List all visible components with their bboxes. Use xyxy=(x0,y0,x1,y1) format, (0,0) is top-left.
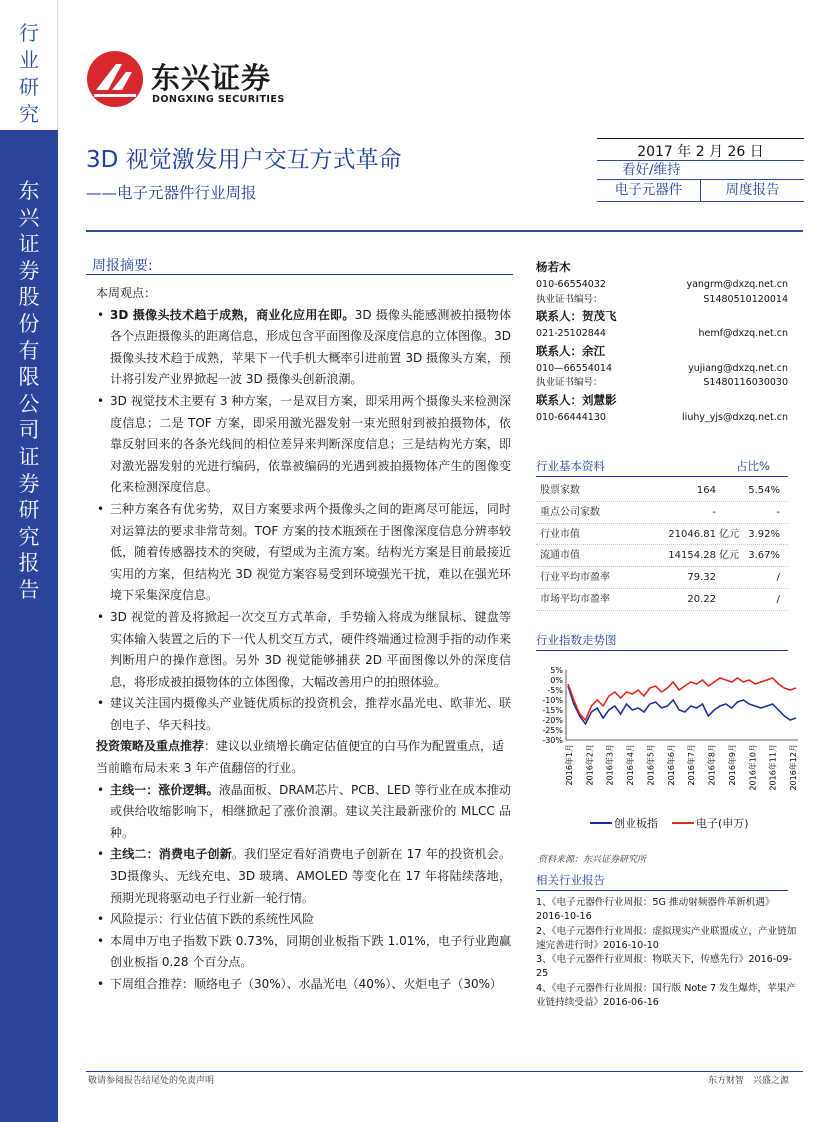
analyst-phone: 021-25102844 xyxy=(536,328,606,339)
cell-share: - xyxy=(776,506,780,518)
industry-table-row xyxy=(536,502,788,524)
x-tick-label: 2016年9月 xyxy=(727,744,737,786)
industry-table-row xyxy=(536,545,788,567)
logo-en: DONGXING SECURITIES xyxy=(152,94,285,105)
industry-table-row xyxy=(536,567,788,589)
cell-share: / xyxy=(776,572,780,584)
cell-value: 20.22 xyxy=(687,593,716,605)
summary-bullet: • 建议关注国内摄像头产业链优质标的投资机会，推荐水晶光电、欧菲光、联创电子、华天科技。 xyxy=(96,693,511,736)
cert-number: S1480116030030 xyxy=(703,377,788,388)
x-tick-label: 2016年11月 xyxy=(768,744,778,791)
sidebar-institute xyxy=(0,130,58,1122)
analyst-name: 杨若木 xyxy=(536,260,571,274)
header-divider xyxy=(86,230,803,232)
report-type-tag: 周度报告 xyxy=(725,182,780,198)
rating: 看好/维持 xyxy=(597,160,804,180)
x-tick-label: 2016年7月 xyxy=(687,744,697,786)
report-subtitle: ——电子元器件行业周报 xyxy=(86,184,257,202)
industry-tag: 电子元器件 xyxy=(597,180,701,201)
x-tick-label: 2016年8月 xyxy=(707,744,717,786)
legend-swatch-gem xyxy=(590,822,612,824)
legend-swatch-electronics xyxy=(672,822,694,824)
analyst-phone: 010-66554032 xyxy=(536,279,606,290)
cert-number: S1480510120014 xyxy=(703,293,788,305)
analyst-email[interactable]: liuhy_yjs@dxzq.net.cn xyxy=(682,411,788,423)
x-tick-label: 2016年1月 xyxy=(565,744,574,786)
cell-unit xyxy=(716,567,744,588)
y-tick-label: -10% xyxy=(542,696,563,705)
analyst-phone: 010-66444130 xyxy=(536,411,606,423)
x-tick-label: 2016年12月 xyxy=(789,744,798,791)
strategy-paragraph: 投资策略及重点推荐：建议以业绩增长确定估值便宜的白马作为配置重点，适当前瞻布局未来 3 年产值翻倍的行业。 xyxy=(96,739,505,776)
logo-cn: 东兴证券 xyxy=(151,61,272,95)
sidebar-institute-label: 东兴证券股份有限公司证券研究报告 xyxy=(18,179,40,602)
cell-value: 164 xyxy=(696,485,716,496)
series-line-electronics xyxy=(568,678,796,720)
industry-table-divider xyxy=(536,476,788,477)
summary-heading: 周报摘要: xyxy=(92,258,153,274)
chart-heading: 行业指数走势图 xyxy=(536,633,617,647)
related-item[interactable]: 1、《电子元器件行业周报：5G 推动射频器件革新机遇》2016-10-16 xyxy=(536,897,775,923)
footer-slogan: 东方财智 兴盛之源 xyxy=(708,1076,790,1086)
analyst-email[interactable]: hemf@dxzq.net.cn xyxy=(698,328,788,339)
cell-value: 21046.81 xyxy=(668,528,716,540)
cell-share: 3.67% xyxy=(748,550,780,562)
industry-table-row xyxy=(536,524,788,546)
legend-label-gem: 创业板指 xyxy=(614,817,658,830)
analyst-list xyxy=(536,258,788,425)
analyst-email[interactable]: yujiang@dxzq.net.cn xyxy=(688,362,788,374)
summary-body xyxy=(96,283,511,996)
report-date: 2017 年 2 月 26 日 xyxy=(597,138,804,160)
report-tags xyxy=(597,180,804,202)
y-tick-label: 5% xyxy=(550,666,563,675)
related-divider xyxy=(536,890,788,891)
chart-source: 资料来源：东兴证券研究所 xyxy=(538,855,647,865)
sidebar-category xyxy=(0,0,58,130)
cell-unit xyxy=(716,589,744,610)
cell-value: 79.32 xyxy=(687,572,716,584)
cell-value: - xyxy=(712,506,716,518)
summary-bullet: • 三种方案各有优劣势，双目方案要求两个摄像头之间的距离尽可能远，同时对运算法的要求非常苛刻。TOF 方案的技术瓶颈在于图像深度信息分辨率较低，随着传感器技术的突破，有望成为主流方案。结构光方案是目前最接近实用的方案，但结构光 3D 视觉方案容易受到环境强光干扰，难以在强光环境下采集深度信息。 xyxy=(96,499,511,607)
analyst-name: 联系人：余江 xyxy=(536,343,605,358)
y-tick-label: -15% xyxy=(542,706,563,715)
industry-table-title: 行业基本资料 xyxy=(536,459,605,473)
summary-bullet: • 3D 视觉技术主要有 3 种方案，一是双目方案，即采用两个摄像头来检测深度信息；二是 TOF 方案，即采用激光器发射一束光照射到被拍摄物体，依靠反射回来的各条光线间的相位差异来判断深度信息；三是结构光方案，即对激光器发射的光进行编码，依靠被编码的光遇到被拍摄物体产生的图像变化来检测深度信息。 xyxy=(96,391,511,499)
y-tick-label: -30% xyxy=(542,736,563,745)
analyst-email[interactable]: yangrm@dxzq.net.cn xyxy=(686,279,788,290)
cell-value: 14154.28 xyxy=(668,550,716,562)
cell-unit xyxy=(716,502,744,523)
cell-unit: 亿元 xyxy=(719,528,739,540)
summary-intro: 本周观点： xyxy=(96,286,157,300)
sidebar-category-label: 行业研究 xyxy=(19,21,39,126)
x-tick-label: 2016年3月 xyxy=(605,744,615,786)
cert-label: 执业证书编号： xyxy=(536,377,603,388)
industry-table-heading xyxy=(536,458,788,474)
summary-bullet: • 3D 摄像头技术趋于成熟，商业化应用在即。3D 摄像头能感测被拍摄物体各个点距摄像头的距离信息，形成包含平面图像及深度信息的立体图像。3D 摄像头技术趋于成熟，苹果下一代手机大概率引进前置 3D 摄像头方案，预计将引发产业界掀起一波 3D 摄像头创新浪潮。 xyxy=(96,305,511,391)
report-title: 3D 视觉激发用户交互方式革命 xyxy=(86,147,402,173)
related-item[interactable]: 2、《电子元器件行业周报：虚拟现实产业联盟成立，产业链加速完善进行时》2016-10-10 xyxy=(536,925,797,951)
x-tick-label: 2016年5月 xyxy=(646,744,656,786)
industry-table xyxy=(536,480,788,611)
meta-box xyxy=(597,138,804,202)
summary-divider xyxy=(86,274,513,275)
cell-label: 行业平均市盈率 xyxy=(540,572,610,584)
x-tick-label: 2016年2月 xyxy=(585,744,595,786)
cell-unit: 亿元 xyxy=(719,550,739,562)
legend-label-electronics: 电子(申万) xyxy=(696,817,749,830)
summary-line: • 本周申万电子指数下跌 0.73%，同期创业板指下跌 1.01%，电子行业跑赢创业板指 0.28 个百分点。 xyxy=(96,931,511,974)
company-logo xyxy=(86,50,301,110)
analyst-name: 联系人：贺茂飞 xyxy=(536,309,617,323)
related-item[interactable]: 3、《电子元器件行业周报：物联天下，传感先行》2016-09-25 xyxy=(536,954,792,980)
footer-divider xyxy=(86,1071,803,1072)
chart-legend xyxy=(590,815,749,831)
cell-label: 股票家数 xyxy=(540,485,580,496)
footer-disclaimer: 敬请参阅报告结尾处的免责声明 xyxy=(88,1076,215,1086)
summary-bullet: • 3D 视觉的普及将掀起一次交互方式革命，手势输入将成为继鼠标、键盘等实体输入装置之后的下一代人机交互方式，硬件终端通过检测手指的动作来判断用户的操作意图。另外 3D 视觉能够捕获 2D 平面图像以外的深度信息，将形成被拍摄物体的立体图像，大幅改善用户的拍照体验。 xyxy=(96,607,511,693)
cell-unit xyxy=(716,480,744,501)
summary-line: • 下周组合推荐：顺络电子（30%）、水晶光电（40%）、火炬电子（30%） xyxy=(96,974,511,996)
cell-share: 5.54% xyxy=(748,485,780,496)
chart-divider xyxy=(536,650,788,651)
y-tick-label: 0% xyxy=(550,676,563,685)
summary-line: • 风险提示：行业估值下跌的系统性风险 xyxy=(96,909,511,931)
summary-line: • 主线二：消费电子创新。我们坚定看好消费电子创新在 17 年的投资机会。3D摄像头、无线充电、3D 玻璃、AMOLED 等变化在 17 年将陆续落地，预期光现将驱动电子行业新一轮行情。 xyxy=(96,844,511,909)
index-trend-chart xyxy=(536,660,801,840)
analyst-phone: 010—66554014 xyxy=(536,362,612,374)
y-tick-label: -25% xyxy=(542,726,563,735)
cell-label: 重点公司家数 xyxy=(540,506,600,518)
share-column-header: 占比% xyxy=(736,459,770,473)
y-tick-label: -20% xyxy=(542,716,563,725)
analyst-name: 联系人：刘慧影 xyxy=(536,392,617,407)
related-list xyxy=(536,896,798,1010)
cell-label: 行业市值 xyxy=(540,528,580,540)
cell-share: 3.92% xyxy=(748,528,780,540)
cell-share: / xyxy=(776,593,780,605)
industry-table-row xyxy=(536,589,788,611)
industry-table-row xyxy=(536,480,788,502)
cert-label: 执业证书编号： xyxy=(536,293,603,305)
summary-line: • 主线一：涨价逻辑。液晶面板、DRAM芯片、PCB、LED 等行业在成本推动或供给收缩影响下，相继掀起了涨价浪潮。建议关注最新涨价的 MLCC 品种。 xyxy=(96,780,511,845)
x-tick-label: 2016年10月 xyxy=(748,744,758,791)
related-heading: 相关行业报告 xyxy=(536,873,605,887)
related-item[interactable]: 4、《电子元器件行业周报：国行版 Note 7 发生爆炸，苹果产业链持续受益》2016-06-16 xyxy=(536,982,796,1009)
x-tick-label: 2016年6月 xyxy=(666,744,676,786)
logo-mark-icon xyxy=(86,50,144,108)
y-tick-label: -5% xyxy=(547,686,563,695)
cell-label: 市场平均市盈率 xyxy=(540,593,610,605)
cell-label: 流通市值 xyxy=(540,550,580,562)
x-tick-label: 2016年4月 xyxy=(626,744,636,786)
